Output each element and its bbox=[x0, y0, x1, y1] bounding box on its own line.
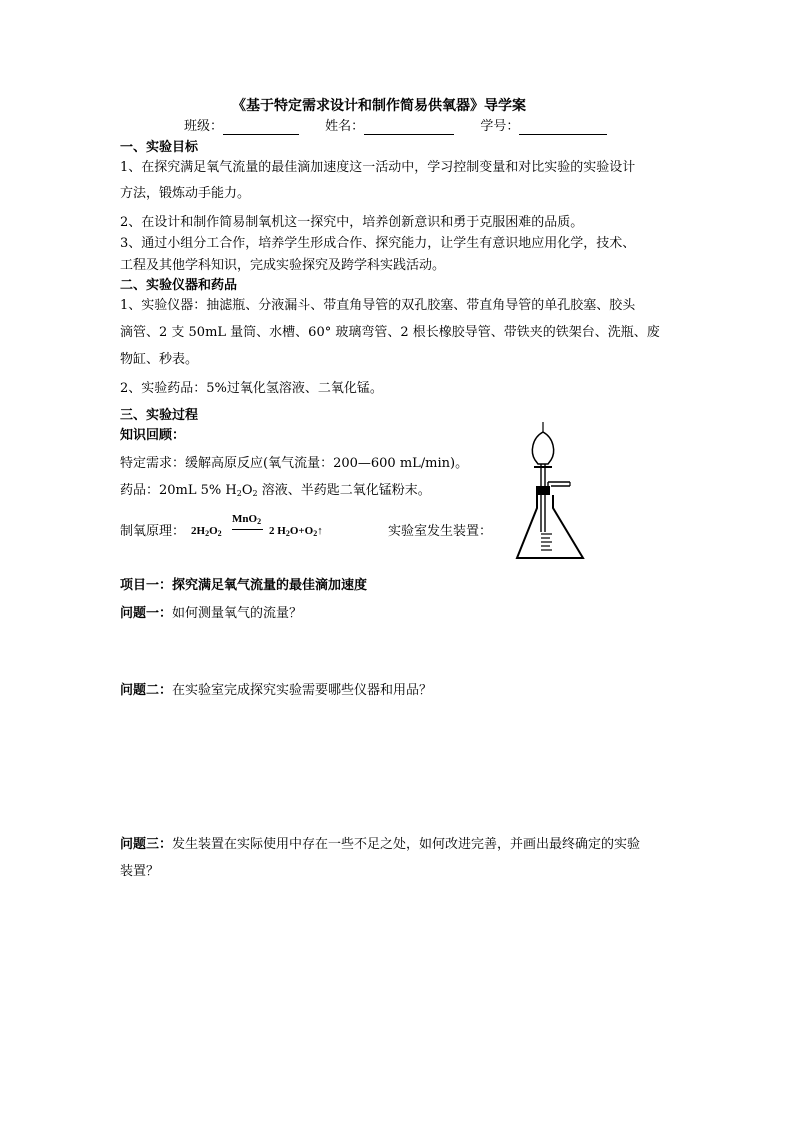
s2-paragraph-1: 1、实验仪器：抽滤瓶、分液漏斗、带直角导管的双孔胶塞、带直角导管的单孔胶塞、胶头 bbox=[120, 298, 636, 313]
knowledge-review-label: 知识回顾： bbox=[120, 428, 186, 443]
s1-paragraph-1: 1、在探究满足氧气流量的最佳滴加速度这一活动中，学习控制变量和对比实验的实验设计 bbox=[120, 160, 636, 175]
student-info-row bbox=[184, 119, 607, 135]
section-2-heading: 二、实验仪器和药品 bbox=[120, 278, 238, 293]
device-label: 实验室发生装置： bbox=[388, 524, 493, 539]
id-blank[interactable] bbox=[519, 120, 607, 135]
name-label: 姓名： bbox=[325, 119, 365, 134]
s2-paragraph-1-cont2: 物缸、秒表。 bbox=[120, 352, 199, 367]
page-title: 《基于特定需求设计和制作简易供氧器》导学案 bbox=[232, 98, 526, 114]
reaction-condition-line bbox=[232, 529, 263, 530]
s1-paragraph-3: 3、通过小组分工合作，培养学生形成合作、探究能力，让学生有意识地应用化学，技术、 bbox=[120, 236, 636, 251]
answer-area-2[interactable] bbox=[120, 703, 675, 833]
catalyst-formula: MnO$_2$ bbox=[232, 513, 262, 526]
specific-demand: 特定需求：缓解高原反应(氧气流量：200—600 mL/min)。 bbox=[120, 456, 469, 471]
principle-label: 制氧原理： bbox=[120, 524, 186, 539]
s1-paragraph-1-cont: 方法，锻炼动手能力。 bbox=[120, 186, 251, 201]
generator-apparatus-diagram bbox=[508, 420, 594, 564]
question-3: 问题三：发生装置在实际使用中存在一些不足之处，如何改进完善，并画出最终确定的实验 bbox=[120, 837, 641, 852]
s1-paragraph-3-cont: 工程及其他学科知识，完成实验探究及跨学科实践活动。 bbox=[120, 258, 446, 273]
name-blank[interactable] bbox=[364, 120, 454, 135]
drugs-line: 药品：20mL 5% $H_2O_2$ 溶液、半药匙二氧化锰粉末。 bbox=[120, 483, 431, 498]
reactant-formula: $2H_2O_2$ bbox=[191, 525, 222, 538]
question-1: 问题一：如何测量氧气的流量？ bbox=[120, 606, 303, 621]
question-3-cont: 装置？ bbox=[120, 864, 160, 879]
class-blank[interactable] bbox=[223, 120, 299, 135]
id-label: 学号： bbox=[480, 119, 520, 134]
answer-area-1[interactable] bbox=[120, 626, 675, 680]
question-2: 问题二：在实验室完成探究实验需要哪些仪器和用品？ bbox=[120, 683, 433, 698]
s1-paragraph-2: 2、在设计和制作简易制氧机这一探究中，培养创新意识和勇于克服困难的品质。 bbox=[120, 215, 584, 230]
answer-area-3[interactable] bbox=[120, 884, 675, 1084]
class-label: 班级： bbox=[184, 119, 224, 134]
section-3-heading: 三、实验过程 bbox=[120, 408, 199, 423]
section-1-heading: 一、实验目标 bbox=[120, 140, 199, 155]
s2-paragraph-2: 2、实验药品：5%过氧化氢溶液、二氧化锰。 bbox=[120, 381, 383, 396]
product-formula: 2 $H_2O+O_2↑$ bbox=[269, 525, 323, 538]
project-1-heading: 项目一：探究满足氧气流量的最佳滴加速度 bbox=[120, 578, 368, 593]
s2-paragraph-1-cont: 滴管、2 支 50mL 量筒、水槽、60° 玻璃弯管、2 根长橡胶导管、带铁夹的铁架台、洗瓶、废 bbox=[120, 325, 660, 340]
